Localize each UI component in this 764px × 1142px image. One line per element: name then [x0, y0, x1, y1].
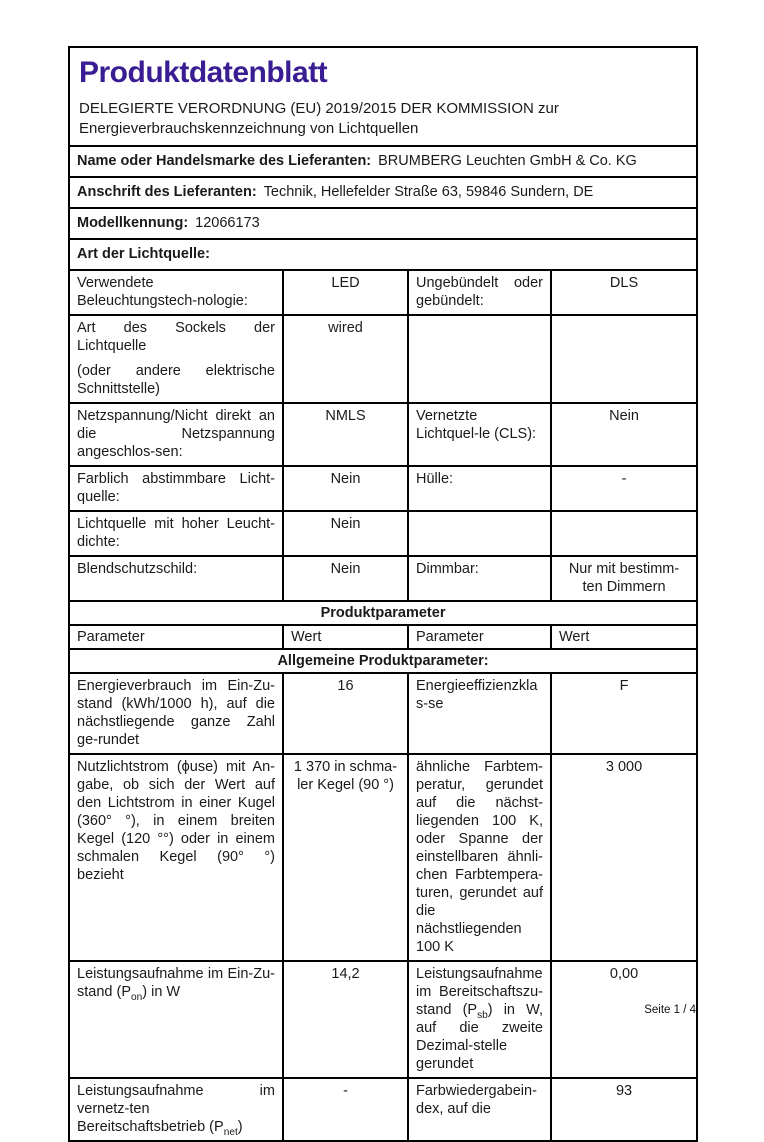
page-number: Seite 1 / 4: [644, 1004, 696, 1016]
param-label: Farbwiedergabein-dex, auf die: [408, 1078, 551, 1141]
table-row: [69, 961, 697, 1078]
section-general-parameters-row: [69, 649, 697, 673]
param-value: 14,2: [283, 961, 408, 1078]
param-value: 0,00: [551, 961, 697, 1078]
param-value: -: [283, 1078, 408, 1141]
supplier-name-label: Name oder Handelsmarke des Lieferanten:: [77, 153, 372, 169]
param-label: [69, 315, 283, 403]
table-row: [69, 466, 697, 511]
model-id-value: 12066173: [195, 215, 260, 231]
param-value: DLS: [551, 270, 697, 315]
supplier-address-label: Anschrift des Lieferanten:: [77, 184, 257, 200]
datasheet-table: [68, 46, 698, 1142]
supplier-address-row: [69, 177, 697, 208]
model-id-row: [69, 208, 697, 239]
model-id-cell: [69, 208, 697, 239]
param-label: Vernetzte Lichtquel-le (CLS):: [408, 403, 551, 466]
column-header-parameter: Parameter: [408, 625, 551, 649]
param-label: Ungebündelt oder gebündelt:: [408, 270, 551, 315]
param-value: 1 370 in schma-ler Kegel (90 °): [283, 754, 408, 961]
param-label-text: ): [237, 1119, 243, 1135]
param-label: [408, 961, 551, 1078]
param-label-line-2: (oder andere elektrische Schnittstelle): [77, 363, 275, 397]
param-label: [69, 961, 283, 1078]
param-value: LED: [283, 270, 408, 315]
param-label-text: Leistungsaufnahme im Ein-Zu-stand (P: [77, 966, 275, 1000]
param-label: ähnliche Farbtem-peratur, gerundet auf die nächst-liegenden 100 K, oder Spanne der einstellbaren ähnli-chen Farbtempera-turen, gerundet auf die nächstliegenden 100 K: [408, 754, 551, 961]
param-value: -: [551, 466, 697, 511]
column-header-parameter: Parameter: [69, 625, 283, 649]
param-label-subscript: net: [223, 1126, 238, 1138]
title-block: [69, 47, 697, 146]
param-value: wired: [283, 315, 408, 403]
param-label-text: Leistungsaufnahme im Bereitschaftszu-stand (P: [416, 966, 543, 1018]
param-label: Verwendete Beleuchtungstech-nologie:: [69, 270, 283, 315]
title-block-row: [69, 47, 697, 146]
table-row: [69, 315, 697, 403]
param-value: Nein: [551, 403, 697, 466]
table-row: [69, 511, 697, 556]
param-value-empty: [551, 511, 697, 556]
page-title: Produktdatenblatt: [79, 56, 328, 89]
param-value: NMLS: [283, 403, 408, 466]
table-row: [69, 754, 697, 961]
param-value: 3 000: [551, 754, 697, 961]
table-row: [69, 556, 697, 601]
param-value: 16: [283, 673, 408, 754]
table-row: [69, 673, 697, 754]
param-label-empty: [408, 315, 551, 403]
param-label: [69, 1078, 283, 1141]
param-label-text: ) in W: [142, 984, 181, 1000]
param-label-empty: [408, 511, 551, 556]
param-label-subscript: sb: [477, 1009, 488, 1021]
supplier-address-cell: [69, 177, 697, 208]
column-header-wert: Wert: [551, 625, 697, 649]
column-header-wert: Wert: [283, 625, 408, 649]
section-product-parameters-row: [69, 601, 697, 625]
section-product-parameters-title: Produktparameter: [69, 601, 697, 625]
param-label: Netzspannung/Nicht direkt an die Netzspannung angeschlos-sen:: [69, 403, 283, 466]
param-label-text: ) in W, auf die zweite Dezimal-stelle gerundet: [416, 1002, 544, 1072]
column-header-row: [69, 625, 697, 649]
supplier-name-value: BRUMBERG Leuchten GmbH & Co. KG: [378, 153, 637, 169]
section-light-source-row: [69, 239, 697, 270]
param-value: Nein: [283, 466, 408, 511]
subtitle-line-1: DELEGIERTE VERORDNUNG (EU) 2019/2015 DER KOMMISSION zur: [79, 100, 559, 117]
param-label: Dimmbar:: [408, 556, 551, 601]
param-label: Energieeffizienzklas-se: [408, 673, 551, 754]
table-row: [69, 1078, 697, 1141]
table-row: [69, 270, 697, 315]
table-row: [69, 403, 697, 466]
param-label-line-1: Art des Sockels der Lichtquelle: [77, 320, 275, 354]
param-label: Energieverbrauch im Ein-Zu-stand (kWh/1000 h), auf die nächstliegende ganze Zahl ge-rundet: [69, 673, 283, 754]
supplier-name-cell: [69, 146, 697, 177]
param-value: Nur mit bestimm-ten Dimmern: [551, 556, 697, 601]
section-light-source-title: Art der Lichtquelle:: [69, 239, 697, 270]
subtitle-line-2: Energieverbrauchskennzeichnung von Lichtquellen: [79, 120, 419, 137]
param-label-subscript: on: [131, 991, 143, 1003]
model-id-label: Modellkennung:: [77, 215, 189, 231]
section-general-parameters-title: Allgemeine Produktparameter:: [69, 649, 697, 673]
supplier-name-row: [69, 146, 697, 177]
param-value: 93: [551, 1078, 697, 1141]
param-label: Farblich abstimmbare Licht-quelle:: [69, 466, 283, 511]
param-label: Hülle:: [408, 466, 551, 511]
page-subtitle: [79, 99, 687, 139]
supplier-address-value: Technik, Hellefelder Straße 63, 59846 Sundern, DE: [263, 184, 594, 200]
param-label: Blendschutzschild:: [69, 556, 283, 601]
param-value: Nein: [283, 511, 408, 556]
param-label: Nutzlichtstrom (ϕuse) mit An-gabe, ob sich der Wert auf den Lichtstrom in einer Kugel (360° °), in einem breiten Kegel (120 °°) oder in einem schmalen Kegel (90° °) bezieht: [69, 754, 283, 961]
param-label-text: Leistungsaufnahme im vernetz-ten Bereitschaftsbetrieb (P: [77, 1083, 275, 1135]
param-label: Lichtquelle mit hoher Leucht-dichte:: [69, 511, 283, 556]
param-value: Nein: [283, 556, 408, 601]
param-value-empty: [551, 315, 697, 403]
param-value: F: [551, 673, 697, 754]
